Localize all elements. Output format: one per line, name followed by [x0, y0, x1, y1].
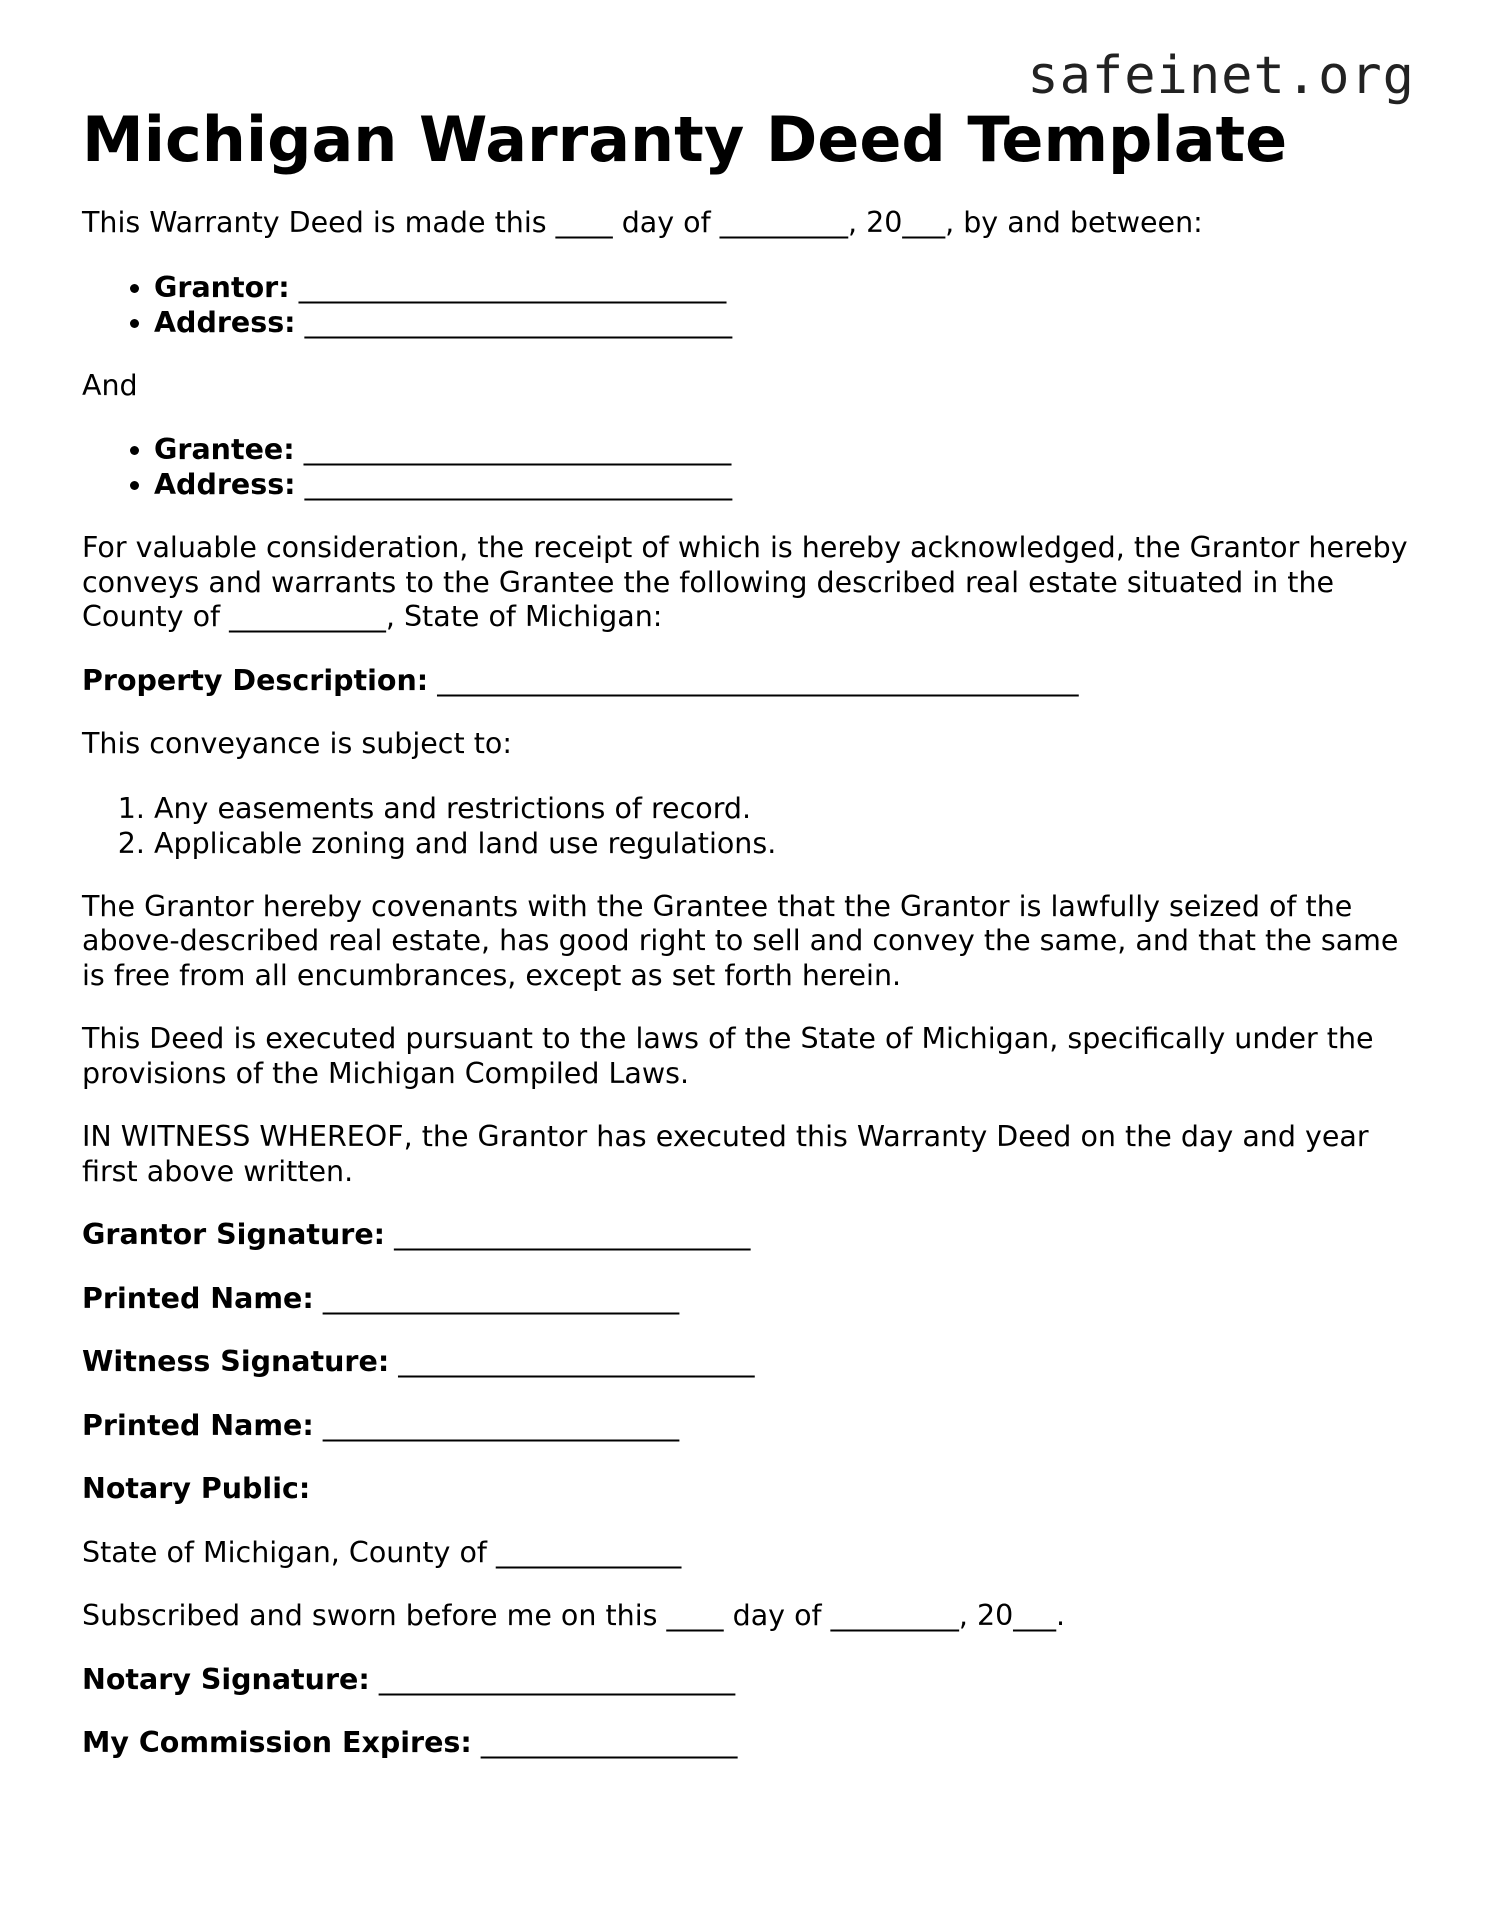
grantee-list — [82, 432, 1412, 502]
page-title: Michigan Warranty Deed Template — [82, 103, 1288, 176]
conditions-list — [82, 791, 1412, 861]
list-item: 2. Applicable zoning and land use regulations. — [154, 826, 1412, 861]
grantor-signature-label: Grantor Signature: — [82, 1218, 386, 1251]
property-blank: _____________________________________________ — [437, 663, 1079, 697]
watermark: safeinet.org — [1027, 46, 1415, 106]
grantee-address-label: Address: — [154, 468, 296, 501]
notary-signature-line — [82, 1663, 1412, 1698]
list-item-grantee-address — [154, 467, 1412, 502]
commission-expires-line — [82, 1726, 1412, 1761]
notary-heading-label: Notary Public: — [82, 1472, 311, 1505]
witness-paragraph: IN WITNESS WHEREOF, the Grantor has executed this Warranty Deed on the day and year first above written. — [82, 1120, 1369, 1188]
witness-signature-label: Witness Signature: — [82, 1345, 390, 1378]
and-text: And — [82, 368, 138, 402]
grantor-address-label: Address: — [154, 305, 296, 339]
commission-expires-label: My Commission Expires: — [82, 1726, 472, 1759]
grantee-blank: ______________________________ — [303, 433, 732, 466]
executed-paragraph: This Deed is executed pursuant to the laws of the State of Michigan, specifically under the provisions of the Michigan Compiled Laws. — [82, 1022, 1374, 1090]
grantor-signature-blank: _________________________ — [394, 1218, 751, 1251]
notary-signature-blank: _________________________ — [378, 1662, 736, 1696]
witness-printed-name-blank: _________________________ — [322, 1408, 680, 1442]
notary-county-line: State of Michigan, County of _____________ — [82, 1535, 682, 1569]
witness-signature-line — [82, 1345, 1412, 1380]
subject-to-paragraph: This conveyance is subject to: — [82, 727, 512, 760]
grantor-blank: ______________________________ — [298, 270, 727, 304]
property-description — [82, 664, 1412, 699]
commission-expires-blank: __________________ — [480, 1726, 738, 1759]
notary-signature-label: Notary Signature: — [82, 1662, 370, 1696]
grantor-printed-name-label: Printed Name: — [82, 1281, 314, 1315]
notary-sworn-line: Subscribed and sworn before me on this ____ day of _________, 20___. — [82, 1599, 1066, 1632]
witness-signature-blank: _________________________ — [398, 1345, 755, 1378]
list-item: 1. Any easements and restrictions of record. — [154, 791, 1412, 826]
document-page — [82, 96, 1412, 1790]
list-item-grantor — [154, 270, 1412, 305]
grantor-printed-name-blank: _________________________ — [322, 1281, 680, 1315]
grantee-label: Grantee: — [154, 433, 295, 466]
consideration-paragraph: For valuable consideration, the receipt of which is hereby acknowledged, the Grantor hereby conveys and warrants to the Grantee the following described real estate situated in the County of ___________, State of Michigan: — [82, 531, 1408, 633]
grantor-signature-line — [82, 1218, 1412, 1253]
grantor-address-blank: ______________________________ — [304, 305, 733, 339]
grantee-address-blank: ______________________________ — [304, 468, 733, 501]
intro-paragraph: This Warranty Deed is made this ____ day of _________, 20___, by and between: — [82, 206, 1203, 239]
list-item-grantee — [154, 432, 1412, 467]
witness-printed-name-label: Printed Name: — [82, 1408, 314, 1442]
grantor-list — [82, 270, 1412, 340]
notary-heading — [82, 1472, 1412, 1507]
list-item-grantor-address — [154, 305, 1412, 340]
witness-printed-name-line — [82, 1409, 1412, 1444]
grantor-printed-name-line — [82, 1282, 1412, 1317]
covenant-paragraph: The Grantor hereby covenants with the Grantee that the Grantor is lawfully seized of the above-described real estate, has good right to sell and convey the same, and that the same is free from all encumbrances, except as set forth herein. — [82, 889, 1399, 992]
property-label: Property Description: — [82, 663, 429, 697]
grantor-label: Grantor: — [154, 270, 290, 304]
